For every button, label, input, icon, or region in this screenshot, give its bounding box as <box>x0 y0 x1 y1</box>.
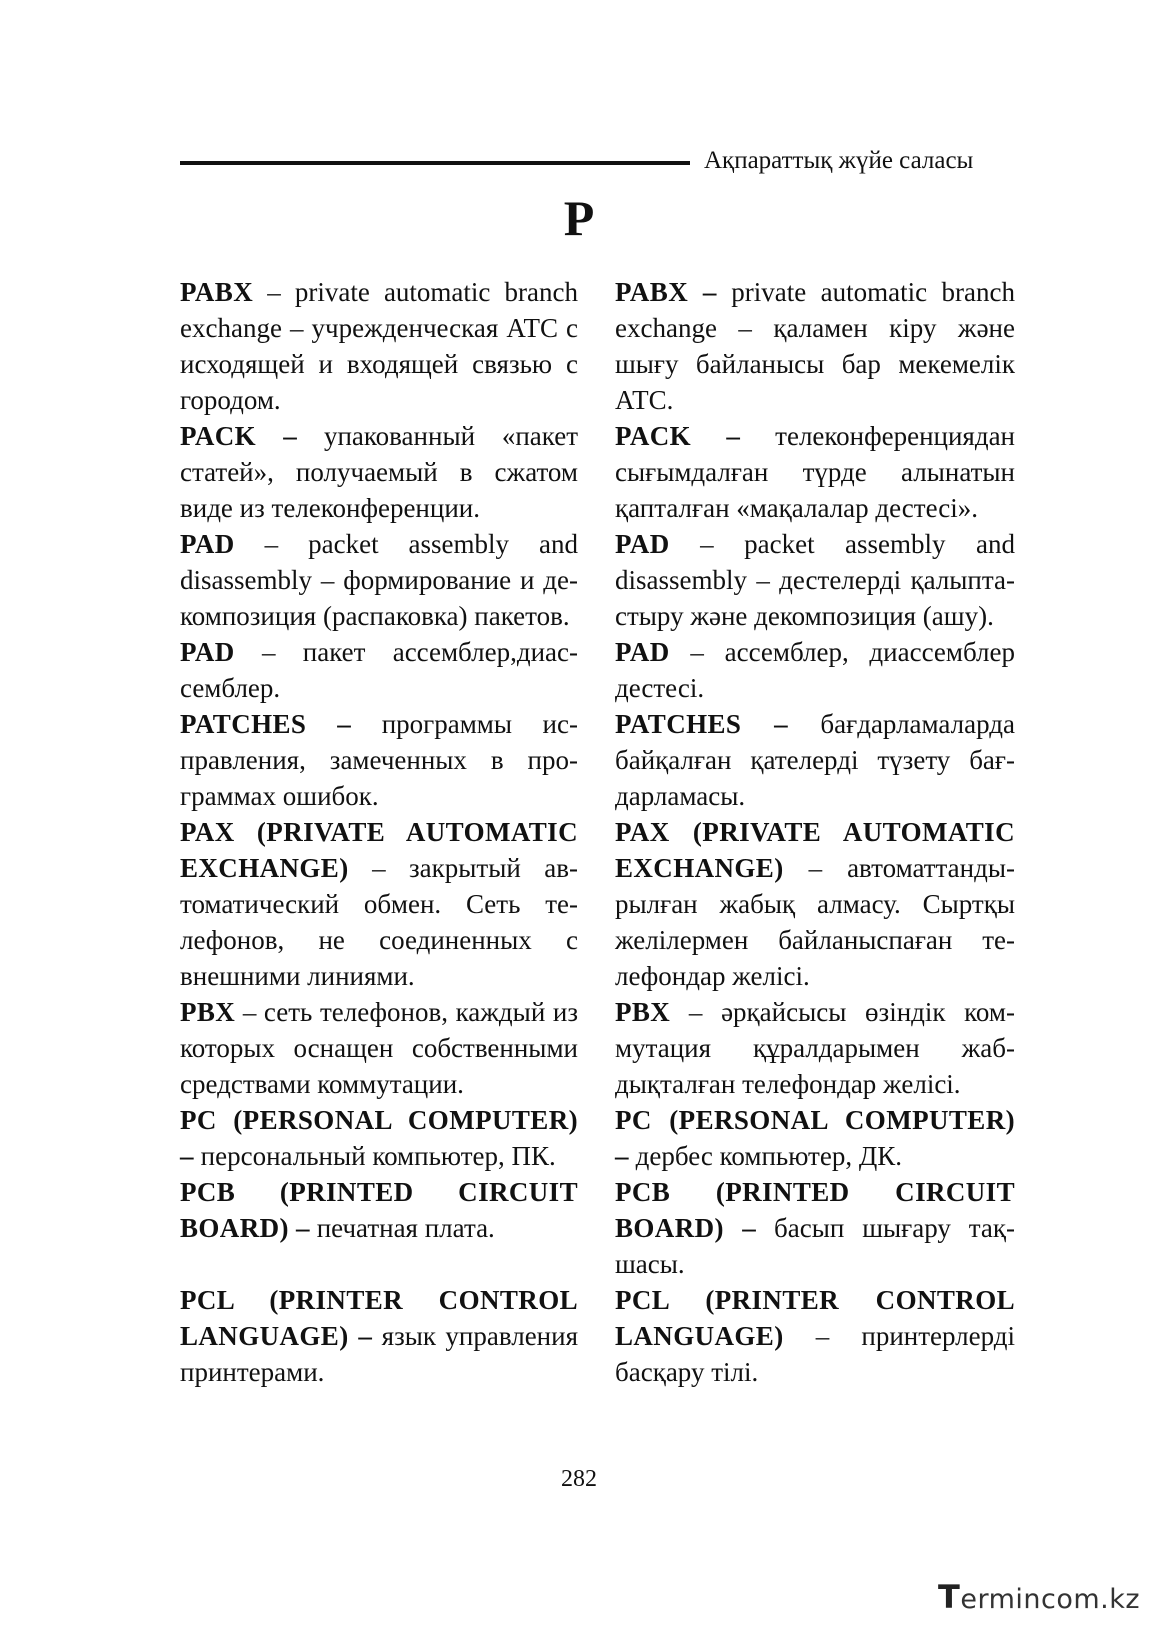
entry-definition: язык управления принтерами. <box>180 1321 579 1387</box>
glossary-entry-pcb <box>615 1174 1015 1282</box>
entry-definition: программы исправления, замеченных в программах ошибок. <box>180 709 578 811</box>
entry-term: PC (PERSONAL COMPUTER) – <box>615 1105 1015 1171</box>
entry-definition: басып шығару тақшасы. <box>615 1213 1015 1279</box>
entry-term: PCL (PRINTER CONTROL LANGUAGE) <box>615 1285 1015 1351</box>
watermark-logo <box>938 1578 1140 1616</box>
entry-term: PAD <box>180 529 235 559</box>
watermark-initial: T <box>938 1578 961 1616</box>
entry-term: PATCHES – <box>180 709 352 739</box>
entry-term: PAD <box>180 637 235 667</box>
entry-definition: – private automatic branch exchange – учрежденческая АТС с исходящей и входящей связью с городом. <box>180 277 578 415</box>
entry-definition: private automatic branch exchange – қаламен кіру және шығу байланысы бар мекемелік АТС. <box>615 277 1015 415</box>
entry-definition: – packet assembly and disassembly – дестелерді қалыптастыру және декомпозиция (ашу). <box>615 529 1015 631</box>
section-title: Ақпараттық жүйе саласы <box>704 147 974 174</box>
watermark-text: ermincom.kz <box>960 1584 1141 1615</box>
entry-term: PAD <box>615 637 670 667</box>
glossary-entry-pbx <box>615 994 1015 1102</box>
entry-term: PCL (PRINTER CONTROL LANGUAGE) – <box>180 1285 578 1351</box>
glossary-entry-pax <box>180 814 578 994</box>
entry-term: PC (PERSONAL COMPUTER) – <box>180 1105 578 1171</box>
entry-term: PCB (PRINTED CIRCUIT BOARD) – <box>615 1177 1015 1243</box>
glossary-entry-pack <box>615 418 1015 526</box>
glossary-entry-pcl <box>180 1282 578 1390</box>
glossary-entry-pad-2 <box>615 634 1015 706</box>
entry-definition: печатная плата. <box>309 1213 495 1243</box>
entry-term: PAX (PRIVATE AUTOMATIC EXCHANGE) <box>180 817 578 883</box>
glossary-entry-pbx <box>180 994 578 1102</box>
glossary-entry-pack <box>180 418 578 526</box>
entry-term: PBX <box>615 997 671 1027</box>
glossary-entry-pax <box>615 814 1015 994</box>
section-letter: P <box>563 190 595 246</box>
entry-term: PACK – <box>615 421 741 451</box>
entry-definition: – packet assembly and disassembly – формирование и декомпозиция (распаковка) пакетов. <box>180 529 578 631</box>
glossary-entry-pabx <box>180 274 578 418</box>
russian-column <box>180 274 578 1390</box>
glossary-entry-pad-2 <box>180 634 578 706</box>
entry-term: PAD <box>615 529 670 559</box>
entry-definition: – закрытый автоматический обмен. Сеть телефонов, не соединенных с внешними линиями. <box>180 853 578 991</box>
entry-spacer <box>180 1246 578 1282</box>
entry-definition: – әрқайсысы өзіндік коммутация құралдарымен жабдықталған телефондар желісі. <box>615 997 1015 1099</box>
glossary-entry-pcb <box>180 1174 578 1246</box>
entry-definition: бағдарламаларда байқалған қателерді түзету бағдарламасы. <box>615 709 1015 811</box>
glossary-entry-patches <box>615 706 1015 814</box>
entry-definition: – сеть телефонов, каждый из которых оснащен собственными средствами коммутации. <box>180 997 578 1099</box>
entry-definition: – автоматтандырылған жабық алмасу. Сыртқы желілермен байланыспаған телефондар желісі. <box>615 853 1015 991</box>
header-rule <box>180 161 690 165</box>
entry-term: PABX <box>180 277 254 307</box>
kazakh-column <box>615 274 1015 1390</box>
entry-definition: дербес компьютер, ДК. <box>628 1141 903 1171</box>
glossary-entry-pcl <box>615 1282 1015 1390</box>
entry-term: PBX <box>180 997 236 1027</box>
entry-definition: – принтерлерді басқару тілі. <box>615 1321 1015 1387</box>
glossary-entry-pabx <box>615 274 1015 418</box>
entry-term: PATCHES – <box>615 709 789 739</box>
entry-definition: – пакет ассемблер,диассемблер. <box>180 637 578 703</box>
entry-definition: телеконференциядан сығымдалған түрде алынатын қапталған «мақалалар дестесі». <box>615 421 1015 523</box>
glossary-entry-pad <box>615 526 1015 634</box>
entry-definition: – ассемблер, диассемблер дестесі. <box>615 637 1015 703</box>
entry-definition: упакованный «пакет статей», получаемый в сжатом виде из телеконференции. <box>180 421 578 523</box>
page-number: 282 <box>561 1466 597 1492</box>
entry-term: PAX (PRIVATE AUTOMATIC EXCHANGE) <box>615 817 1015 883</box>
glossary-entry-pad <box>180 526 578 634</box>
entry-term: PACK – <box>180 421 298 451</box>
glossary-entry-pc <box>180 1102 578 1174</box>
entry-term: PABX – <box>615 277 717 307</box>
entry-definition: персональный компьютер, ПК. <box>193 1141 556 1171</box>
glossary-entry-patches <box>180 706 578 814</box>
entry-term: PCB (PRINTED CIRCUIT BOARD) – <box>180 1177 578 1243</box>
glossary-entry-pc <box>615 1102 1015 1174</box>
